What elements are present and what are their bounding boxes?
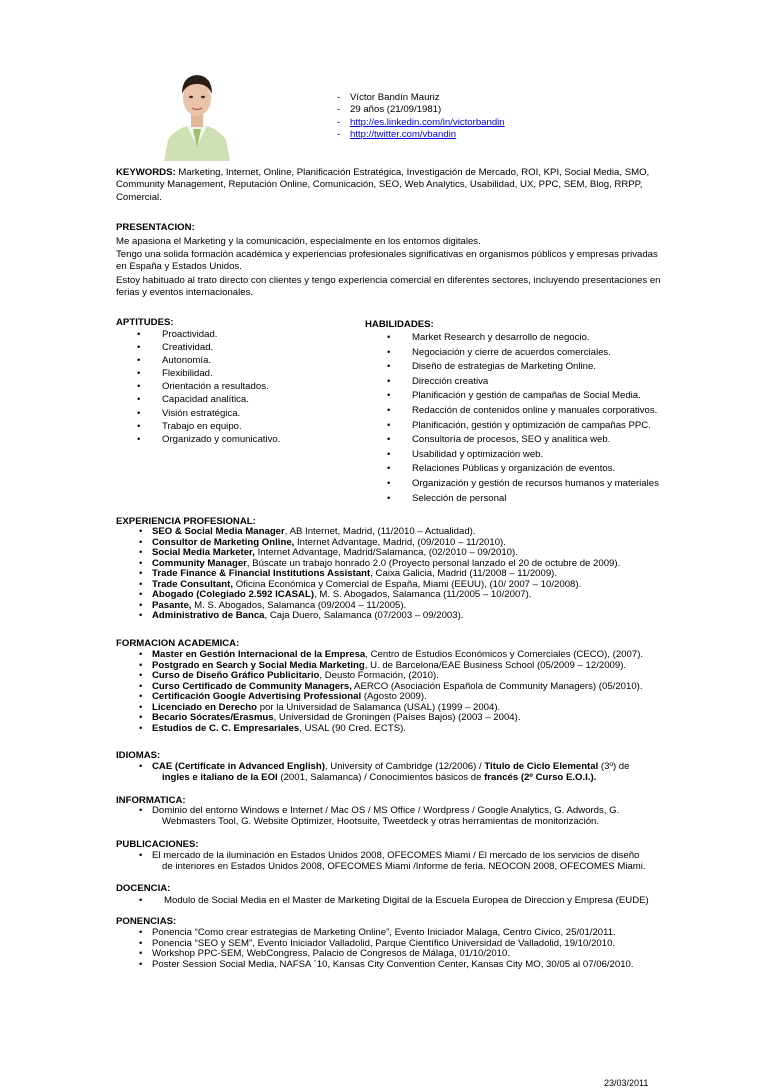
list-item: • Capacidad analítica. — [162, 393, 280, 406]
list-item: • El mercado de la iluminación en Estados Unidos 2008, OFECOMES Miami / El mercado de los servicios de diseño de interiores en Estados Unidos 2008, OFECOMES Miami /Informe de feria. NEOCON 2008, OFECOMES Miami. — [152, 851, 664, 872]
presentacion-paragraph: Tengo una solida formación académica y experiencias profesionales significativas en organismos públicos y empresas privadas en España y Estados Unidos. — [116, 249, 658, 273]
list-item: • Creatividad. — [162, 341, 280, 354]
list-item: • Trade Consultant, Oficina Económica y Comercial de España, Miami (EEUU), (10/ 2007 – 10/2008). — [152, 580, 664, 591]
list-item: • Relaciones Públicas y organización de eventos. — [412, 462, 659, 477]
list-item: • Organización y gestión de recursos humanos y materiales — [412, 477, 659, 492]
contact-list — [337, 92, 505, 141]
twitter-link[interactable]: http://twitter.com/vbandin — [350, 128, 457, 140]
presentacion-paragraph: Me apasiona el Marketing y la comunicación, especialmente en los entornos digitales. — [116, 235, 481, 247]
aptitudes-heading: APTITUDES: — [116, 317, 174, 328]
list-item: • Postgrado en Search y Social Media Marketing, U. de Barcelona/EAE Business School (05/2009 – 12/2009). — [152, 661, 664, 672]
list-item: • Market Research y desarrollo de negocio. — [412, 331, 659, 346]
habilidades-list — [412, 331, 659, 506]
informatica-list — [152, 806, 664, 827]
keywords-text: Marketing, Internet, Online, Planificación Estratégica, Investigación de Mercado, ROI, KPI, Social Media, SMO, Community Management, Reputación Online, Comunicación, SEO, Web Analytics, Usabilidad, UX, PPC, SEM, Blog, RRPP, Comercial. — [116, 167, 650, 203]
list-item: • Autonomía. — [162, 354, 280, 367]
formacion-heading: FORMACION ACADEMICA: — [116, 638, 240, 649]
list-item: • Dominio del entorno Windows e Internet / Mac OS / MS Office / Wordpress / Google Analytics, G. Adwords, G. Webmasters Tool, G. Website Optimizer, Hootsuite, Tweetdeck y otras herramientas de monitorización. — [152, 806, 664, 827]
profile-photo — [162, 66, 232, 161]
list-item: • Negociación y cierre de acuerdos comerciales. — [412, 346, 659, 361]
publicaciones-list — [152, 851, 664, 872]
list-item: • Dirección creativa — [412, 375, 659, 390]
list-item: • Planificación y gestión de campañas de Social Media. — [412, 389, 659, 404]
list-item: • Master en Gestión Internacional de la Empresa, Centro de Estudios Económicos y Comerciales (CECO), (2007). — [152, 650, 664, 661]
experiencia-list — [152, 527, 664, 622]
list-item: • Administrativo de Banca, Caja Duero, Salamanca (07/2003 – 09/2003). — [152, 611, 664, 622]
list-item: • Ponencia “SEO y SEM”, Evento Iniciador Valladolid, Parque Científico Universidad de Valladolid, 19/10/2010. — [152, 939, 664, 950]
list-item: • Curso Certificado de Community Managers, AERCO (Asociación Española de Community Managers) (05/2010). — [152, 682, 664, 693]
list-item: • Proactividad. — [162, 328, 280, 341]
list-item: • SEO & Social Media Manager, AB Internet, Madrid, (11/2010 – Actualidad). — [152, 527, 664, 538]
list-item: • CAE (Certificate in Advanced English), University of Cambridge (12/2006) / Titulo de Ciclo Elemental (3º) de ingles e italiano de la EOI (2001, Salamanca) / Conocimientos básicos de francés (2º Curso E.O.I.). — [152, 762, 664, 783]
contact-age: - 29 años (21/09/1981) — [337, 104, 505, 116]
ponencias-list — [152, 928, 664, 970]
list-item: • Planificación, gestión y optimización de campañas PPC. — [412, 419, 659, 434]
keywords-section — [116, 167, 664, 204]
list-item: • Consultor de Marketing Online, Internet Advantage, Madrid, (09/2010 – 11/2010). — [152, 538, 664, 549]
list-item: • Social Media Marketer, Internet Advantage, Madrid/Salamanca, (02/2010 – 09/2010). — [152, 548, 664, 559]
list-item: • Consultoría de procesos, SEO y analítica web. — [412, 433, 659, 448]
list-item: • Flexibilidad. — [162, 367, 280, 380]
aptitudes-list — [162, 328, 280, 446]
list-item: • Estudios de C. C. Empresariales, USAL (90 Cred. ECTS). — [152, 724, 664, 735]
publicaciones-heading: PUBLICACIONES: — [116, 839, 199, 850]
idiomas-heading: IDIOMAS: — [116, 750, 161, 761]
habilidades-heading: HABILIDADES: — [365, 319, 434, 330]
list-item: • Pasante, M. S. Abogados, Salamanca (09/2004 – 11/2005). — [152, 601, 664, 612]
list-item: • Trabajo en equipo. — [162, 420, 280, 433]
footer-date: 23/03/2011 — [604, 1078, 649, 1088]
presentacion-heading: PRESENTACION: — [116, 222, 195, 233]
list-item: • Certificación Google Advertising Professional (Agosto 2009). — [152, 692, 664, 703]
list-item: • Poster Session Social Media, NAFSA ´10, Kansas City Convention Center, Kansas City MO, 30/05 al 07/06/2010. — [152, 960, 664, 971]
list-item: • Becario Sócrates/Erasmus, Universidad de Groningen (Países Bajos) (2003 – 2004). — [152, 713, 664, 724]
formacion-list — [152, 650, 664, 734]
presentacion-section — [116, 222, 664, 300]
list-item: • Usabilidad y optimización web. — [412, 448, 659, 463]
idiomas-list — [152, 762, 664, 783]
list-item: • Community Manager, Búscate un trabajo honrado 2.0 (Proyecto personal lanzado el 20 de octubre de 2009). — [152, 559, 664, 570]
docencia-list — [164, 896, 676, 907]
list-item: • Workshop PPC-SEM, WebCongress, Palacio de Congresos de Málaga, 01/10/2010. — [152, 949, 664, 960]
list-item: • Orientación a resultados. — [162, 380, 280, 393]
presentacion-paragraph: Estoy habituado al trato directo con clientes y tengo experiencia comercial en diferentes sectores, incluyendo presentaciones en ferias y eventos internacionales. — [116, 274, 661, 298]
keywords-label: KEYWORDS: — [116, 167, 176, 178]
list-item: • Visión estratégica. — [162, 407, 280, 420]
experiencia-heading: EXPERIENCIA PROFESIONAL: — [116, 516, 256, 527]
list-item: • Selección de personal — [412, 492, 659, 507]
ponencias-heading: PONENCIAS: — [116, 916, 177, 927]
list-item: • Licenciado en Derecho por la Universidad de Salamanca (USAL) (1999 – 2004). — [152, 703, 664, 714]
docencia-heading: DOCENCIA: — [116, 883, 171, 894]
list-item: • Trade Finance & Financial Institutions Assistant, Caixa Galicia, Madrid (11/2008 – 11/2009). — [152, 569, 664, 580]
contact-name: - Víctor Bandín Mauriz — [337, 92, 505, 104]
informatica-heading: INFORMATICA: — [116, 795, 186, 806]
list-item: • Redacción de contenidos online y manuales corporativos. — [412, 404, 659, 419]
list-item: • Organizado y comunicativo. — [162, 433, 280, 446]
list-item: • Diseño de estrategias de Marketing Online. — [412, 360, 659, 375]
list-item: • Modulo de Social Media en el Master de Marketing Digital de la Escuela Europea de Direccion y Empresa (EUDE) — [164, 896, 676, 907]
list-item: • Curso de Diseño Gráfico Publicitario, Deusto Formación, (2010). — [152, 671, 664, 682]
linkedin-link[interactable]: http://es.linkedin.com/in/victorbandin — [350, 116, 505, 128]
list-item: • Ponencia “Como crear estrategias de Marketing Online”, Evento Iniciador Malaga, Centro Civico, 25/01/2011. — [152, 928, 664, 939]
list-item: • Abogado (Colegiado 2.592 ICASAL), M. S. Abogados, Salamanca (11/2005 – 10/2007). — [152, 590, 664, 601]
